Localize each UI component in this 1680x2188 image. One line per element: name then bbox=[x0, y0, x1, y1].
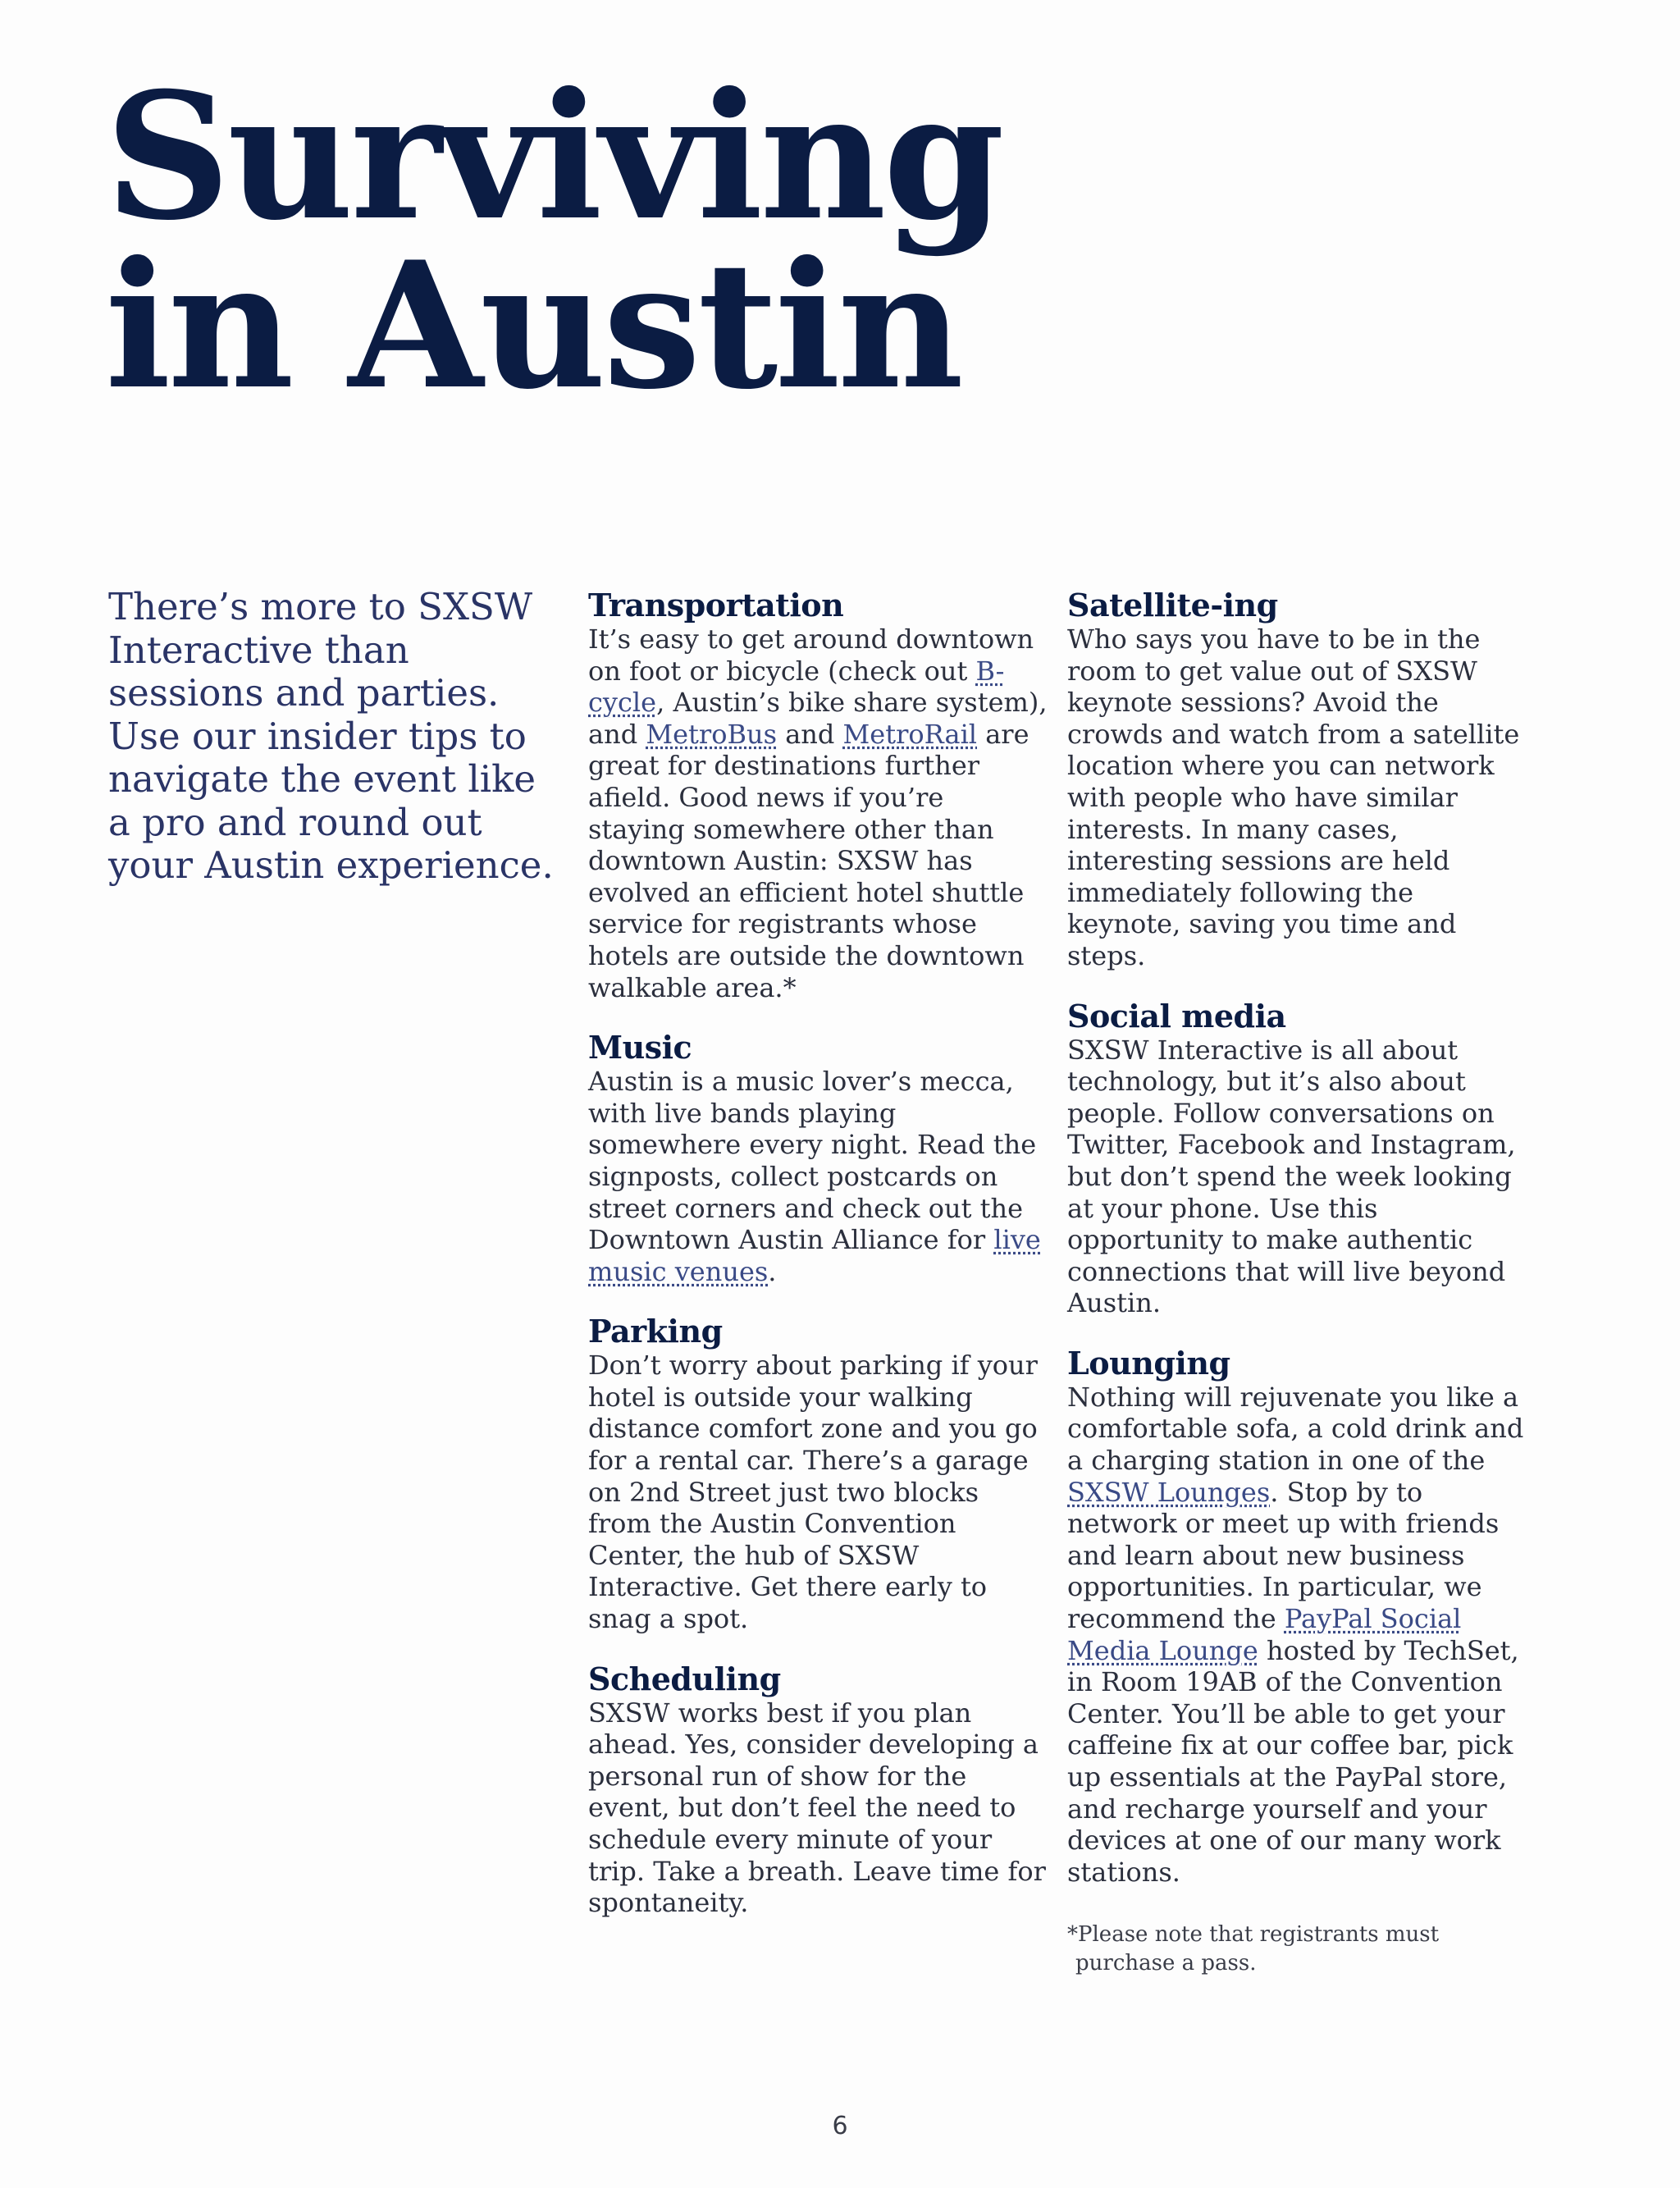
footnote-line-1: *Please note that registrants must bbox=[1067, 1922, 1440, 1948]
intro-paragraph: There’s more to SXSW Interactive than sessions and parties. Use our insider tips to navigate the event like a pro and round out your Austin experience. bbox=[108, 585, 554, 887]
section-lounging bbox=[1067, 1345, 1527, 1889]
page-title-line-2: in Austin bbox=[105, 223, 961, 427]
page-title-line-1: Surviving bbox=[105, 54, 1002, 258]
section-heading-social-media: Social media bbox=[1067, 997, 1286, 1035]
section-heading-parking: Parking bbox=[588, 1313, 723, 1350]
column-left bbox=[588, 587, 1048, 1945]
body-text: . Stop by to network or meet up with friends and learn about new business opportunities. In particular, we recommend the bbox=[1067, 1476, 1500, 1635]
metrorail-link[interactable]: MetroRail bbox=[842, 718, 978, 750]
section-body-transportation bbox=[588, 624, 1048, 1003]
body-text: Nothing will rejuvenate you like a comfortable sofa, a cold drink and a charging station in one of the bbox=[1067, 1381, 1524, 1477]
section-body-scheduling: SXSW works best if you plan ahead. Yes, consider developing a personal run of show for the event, but don’t feel the need to schedule every minute of your trip. Take a breath. Leave time for spontaneity. bbox=[588, 1697, 1046, 1919]
b-cycle-link[interactable]: B-cycle bbox=[588, 655, 1005, 719]
live-music-venues-link[interactable]: live music venues bbox=[588, 1224, 1041, 1287]
section-body-social-media: SXSW Interactive is all about technology, but it’s also about people. Follow conversations on Twitter, Facebook and Instagram, but don’t spend the week looking at your phone. Use this opportunity to make authentic connections that will live beyond Austin. bbox=[1067, 1034, 1516, 1319]
column-right bbox=[1067, 587, 1527, 1978]
section-social-media bbox=[1067, 998, 1527, 1319]
metrobus-link[interactable]: MetroBus bbox=[646, 718, 778, 750]
body-text: It’s easy to get around downtown on foot or bicycle (check out bbox=[588, 624, 1034, 687]
body-text: . bbox=[768, 1255, 777, 1287]
section-scheduling bbox=[588, 1661, 1048, 1919]
section-parking bbox=[588, 1313, 1048, 1634]
section-body-music bbox=[588, 1066, 1048, 1287]
section-transportation bbox=[588, 587, 1048, 1003]
body-text: and bbox=[777, 718, 843, 750]
body-text: hosted by TechSet, in Room 19AB of the Convention Center. You’ll be able to get your caffeine fix at our coffee bar, pick up essentials at the PayPal store, and recharge yourself and your devices at one of our many work stations. bbox=[1067, 1634, 1519, 1888]
footnote-line-2: purchase a pass. bbox=[1075, 1951, 1257, 1976]
page-number: 6 bbox=[832, 2112, 848, 2140]
section-body-parking: Don’t worry about parking if your hotel is outside your walking distance comfort zone and you go for a rental car. There’s a garage on 2nd Street just two blocks from the Austin Convention Center, the hub of SXSW Interactive. Get there early to snag a spot. bbox=[588, 1350, 1038, 1635]
section-body-satellite: Who says you have to be in the room to get value out of SXSW keynote sessions? Avoid the crowds and watch from a satellite location where you can network with people who have similar interests. In many cases, interesting sessions are held immediately following the keynote, saving you time and steps. bbox=[1067, 624, 1520, 971]
sxsw-lounges-link[interactable]: SXSW Lounges bbox=[1067, 1476, 1271, 1508]
section-heading-transportation: Transportation bbox=[588, 587, 844, 624]
body-text: , Austin’s bike share system), and bbox=[588, 687, 1048, 750]
section-heading-scheduling: Scheduling bbox=[588, 1660, 781, 1697]
section-heading-satellite: Satellite-ing bbox=[1067, 587, 1278, 624]
section-heading-music: Music bbox=[588, 1029, 692, 1067]
body-text: are great for destinations further afield. Good news if you’re staying somewhere other than downtown Austin: SXSW has evolved an efficient hotel shuttle service for registrants whose hotels are outside the downtown walkable area.* bbox=[588, 718, 1029, 1003]
section-body-lounging bbox=[1067, 1382, 1527, 1889]
footnote bbox=[1067, 1921, 1527, 1978]
section-heading-lounging: Lounging bbox=[1067, 1344, 1230, 1382]
body-text: Austin is a music lover’s mecca, with live bands playing somewhere every night. Read the signposts, collect postcards on street corners and check out the Downtown Austin Alliance for bbox=[588, 1066, 1037, 1256]
paypal-social-media-lounge-link[interactable]: PayPal Social Media Lounge bbox=[1067, 1603, 1462, 1666]
section-music bbox=[588, 1030, 1048, 1287]
section-satellite bbox=[1067, 587, 1527, 972]
page-title bbox=[105, 54, 1002, 427]
